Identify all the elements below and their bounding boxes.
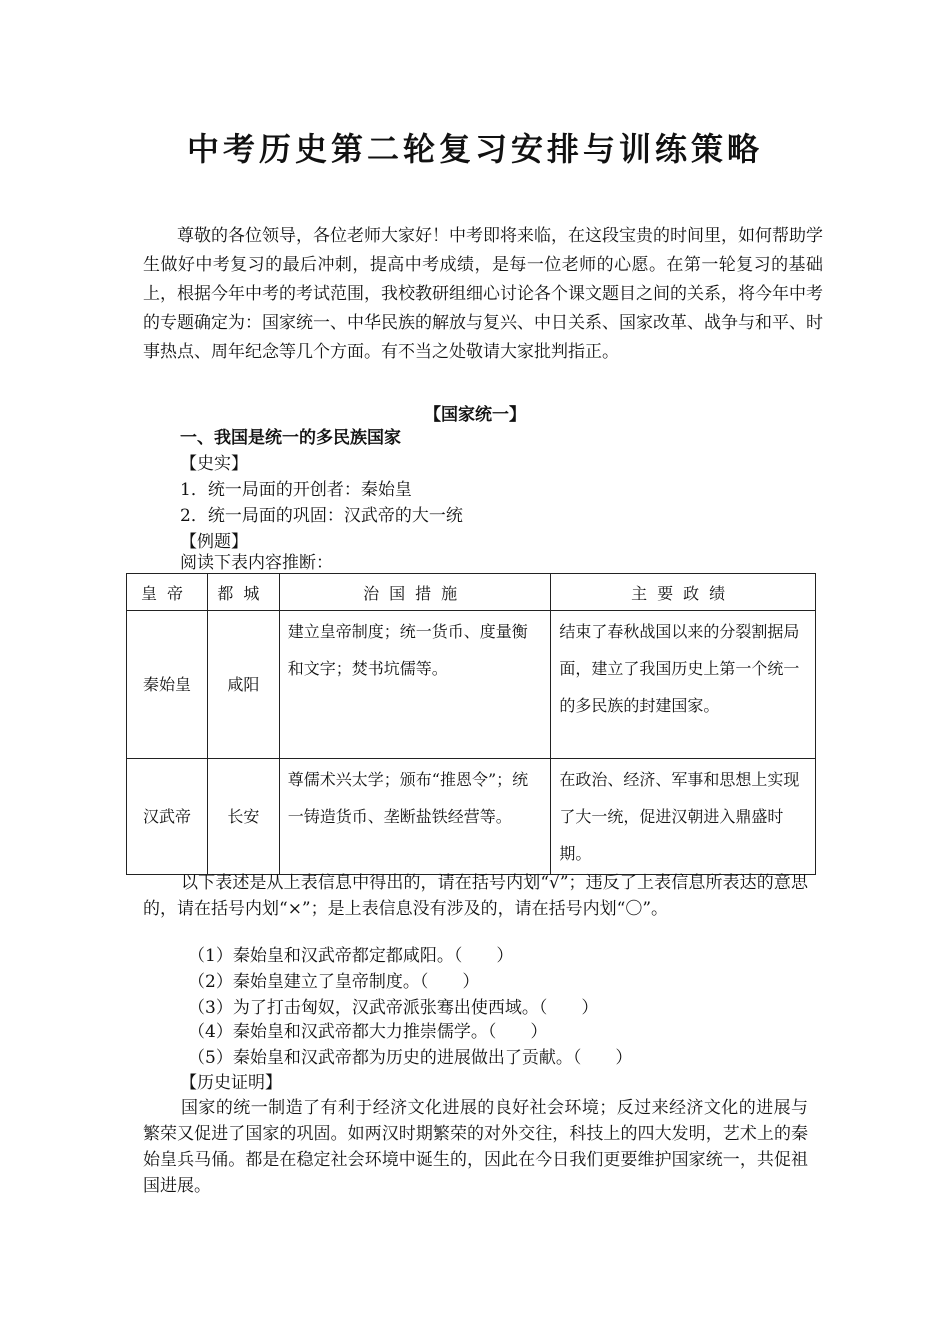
table-row (127, 611, 816, 759)
table-cell-achievements: 在政治、经济、军事和思想上实现了大一统，促进汉朝进入鼎盛时期。 (551, 759, 816, 875)
intro-text: 尊敬的各位领导，各位老师大家好！中考即将来临，在这段宝贵的时间里，如何帮助学生做好中考复习的最后冲刺，提高中考成绩，是每一位老师的心愿。在第一轮复习的基础上，根据今年中考的考试范围，我校教研组细心讨论各个课文题目之间的关系，将今年中考的专题确定为：国家统一、中华民族的解放与复兴、中日关系、国家改革、战争与和平、时事热点、周年纪念等几个方面。有不当之处敬请大家批判指正。 (143, 226, 823, 362)
question-item: （5）秦始皇和汉武帝都为历史的进展做出了贡献。（ ） (188, 1048, 633, 1068)
table-cell-measures: 建立皇帝制度；统一货币、度量衡和文字；焚书坑儒等。 (279, 611, 551, 759)
table-cell-achievements: 结束了春秋战国以来的分裂割据局面，建立了我国历史上第一个统一的多民族的封建国家。 (551, 611, 816, 759)
intro-paragraph (143, 222, 823, 367)
instruction-paragraph: 以下表述是从上表信息中得出的，请在括号内划“√”；违反了上表信息所表达的意思的，请在括号内划“×”；是上表信息没有涉及的，请在括号内划“〇”。 (143, 873, 808, 919)
facts-label: 【史实】 (180, 454, 248, 474)
table-header-row (127, 574, 816, 611)
table-cell-capital: 长安 (207, 759, 279, 875)
emperor-table (126, 573, 816, 875)
section-heading: 【国家统一】 (424, 405, 526, 425)
document-title: 中考历史第二轮复习安排与训练策略 (186, 130, 763, 168)
table-header-capital: 都城 (207, 574, 279, 611)
table-header-emperor: 皇帝 (127, 574, 208, 611)
proof-label: 【历史证明】 (180, 1073, 282, 1093)
fact-item-1: 1．统一局面的开创者：秦始皇 (180, 480, 412, 500)
question-item: （4）秦始皇和汉武帝都大力推崇儒学。（ ） (188, 1022, 548, 1042)
table-cell-measures: 尊儒术兴太学；颁布“推恩令”；统一铸造货币、垄断盐铁经营等。 (279, 759, 551, 875)
proof-paragraph: 国家的统一制造了有利于经济文化进展的良好社会环境；反过来经济文化的进展与繁荣又促进了国家的巩固。如两汉时期繁荣的对外交往，科技上的四大发明，艺术上的秦始皇兵马俑。都是在稳定社会环境中诞生的，因此在今日我们更要维护国家统一，共促祖国进展。 (143, 1098, 808, 1196)
question-item: （2）秦始皇建立了皇帝制度。（ ） (188, 972, 480, 992)
section-subheading: 一、我国是统一的多民族国家 (180, 428, 401, 448)
table-cell-capital: 咸阳 (207, 611, 279, 759)
fact-item-2: 2．统一局面的巩固：汉武帝的大一统 (180, 506, 463, 526)
table-cell-emperor: 汉武帝 (127, 759, 208, 875)
example-label: 【例题】 (180, 532, 248, 552)
table-header-measures: 治国措施 (279, 574, 551, 611)
table-cell-emperor: 秦始皇 (127, 611, 208, 759)
question-item: （1）秦始皇和汉武帝都定都咸阳。（ ） (188, 946, 514, 966)
question-item: （3）为了打击匈奴，汉武帝派张骞出使西域。（ ） (188, 998, 599, 1018)
table-row (127, 759, 816, 875)
table-header-achievements: 主要政绩 (551, 574, 816, 611)
example-prompt: 阅读下表内容推断： (180, 553, 333, 573)
